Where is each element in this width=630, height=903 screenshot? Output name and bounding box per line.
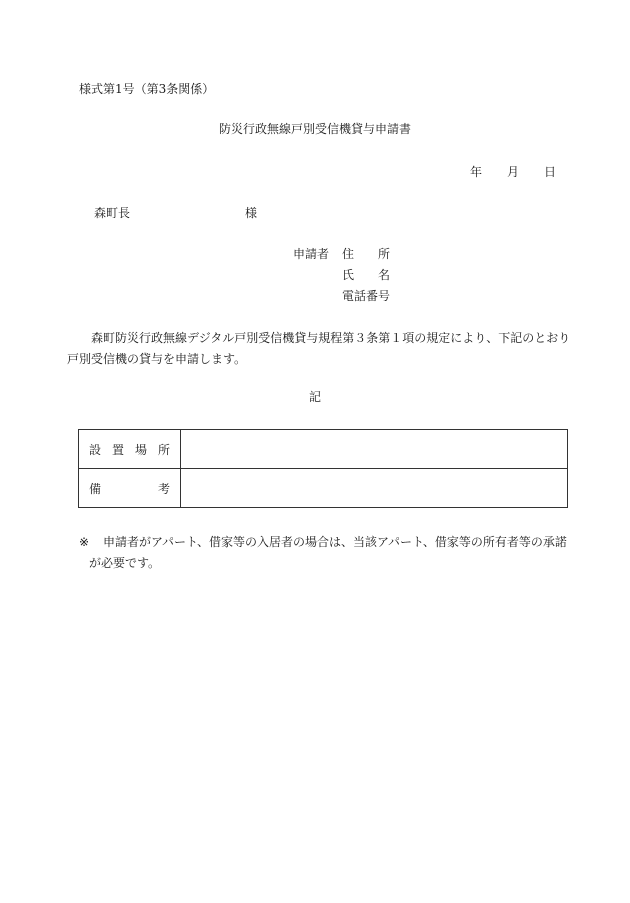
date-day-label: 日: [544, 165, 557, 179]
label-char: 設: [89, 442, 102, 457]
addressee-honorific: 様: [245, 206, 258, 220]
note-mark: ※: [79, 535, 90, 549]
request-body-line1: 森町防災行政無線デジタル戸別受信機貸与規程第３条第１項の規定により、下記のとおり: [91, 331, 571, 345]
applicant-label: 申請者: [293, 247, 330, 261]
application-table: [78, 429, 568, 508]
request-body-text: [67, 328, 579, 370]
remarks-label: [79, 469, 181, 508]
installation-location-label: [79, 430, 181, 469]
note-line1: 申請者がアパート、借家等の入居者の場合は、当該アパート、借家等の所有者等の承諾: [103, 535, 567, 549]
date-year-label: 年: [470, 165, 483, 179]
remarks-field[interactable]: [181, 469, 568, 508]
document-title: 防災行政無線戸別受信機貸与申請書: [218, 122, 411, 136]
form-number: 様式第1号（第3条関係）: [79, 82, 215, 96]
label-char: 備: [89, 481, 102, 496]
date-month-label: 月: [507, 165, 520, 179]
table-row-installation-location: [79, 430, 568, 469]
request-body-line2: 戸別受信機の貸与を申請します。: [67, 352, 247, 366]
applicant-phone-label: 電話番号: [342, 289, 391, 303]
date-row: [470, 164, 556, 180]
label-char: 場: [134, 442, 147, 457]
table-row-remarks: [79, 469, 568, 508]
applicant-address-label: 住 所: [342, 247, 391, 261]
applicant-name-label: 氏 名: [342, 268, 391, 282]
label-char: 考: [157, 481, 170, 496]
note-line2: が必要です。: [89, 556, 161, 570]
addressee-name: 森町長: [94, 206, 131, 220]
ki-heading: 記: [308, 390, 321, 404]
label-char: 置: [111, 442, 124, 457]
installation-location-field[interactable]: [181, 430, 568, 469]
label-char: 所: [157, 442, 170, 457]
